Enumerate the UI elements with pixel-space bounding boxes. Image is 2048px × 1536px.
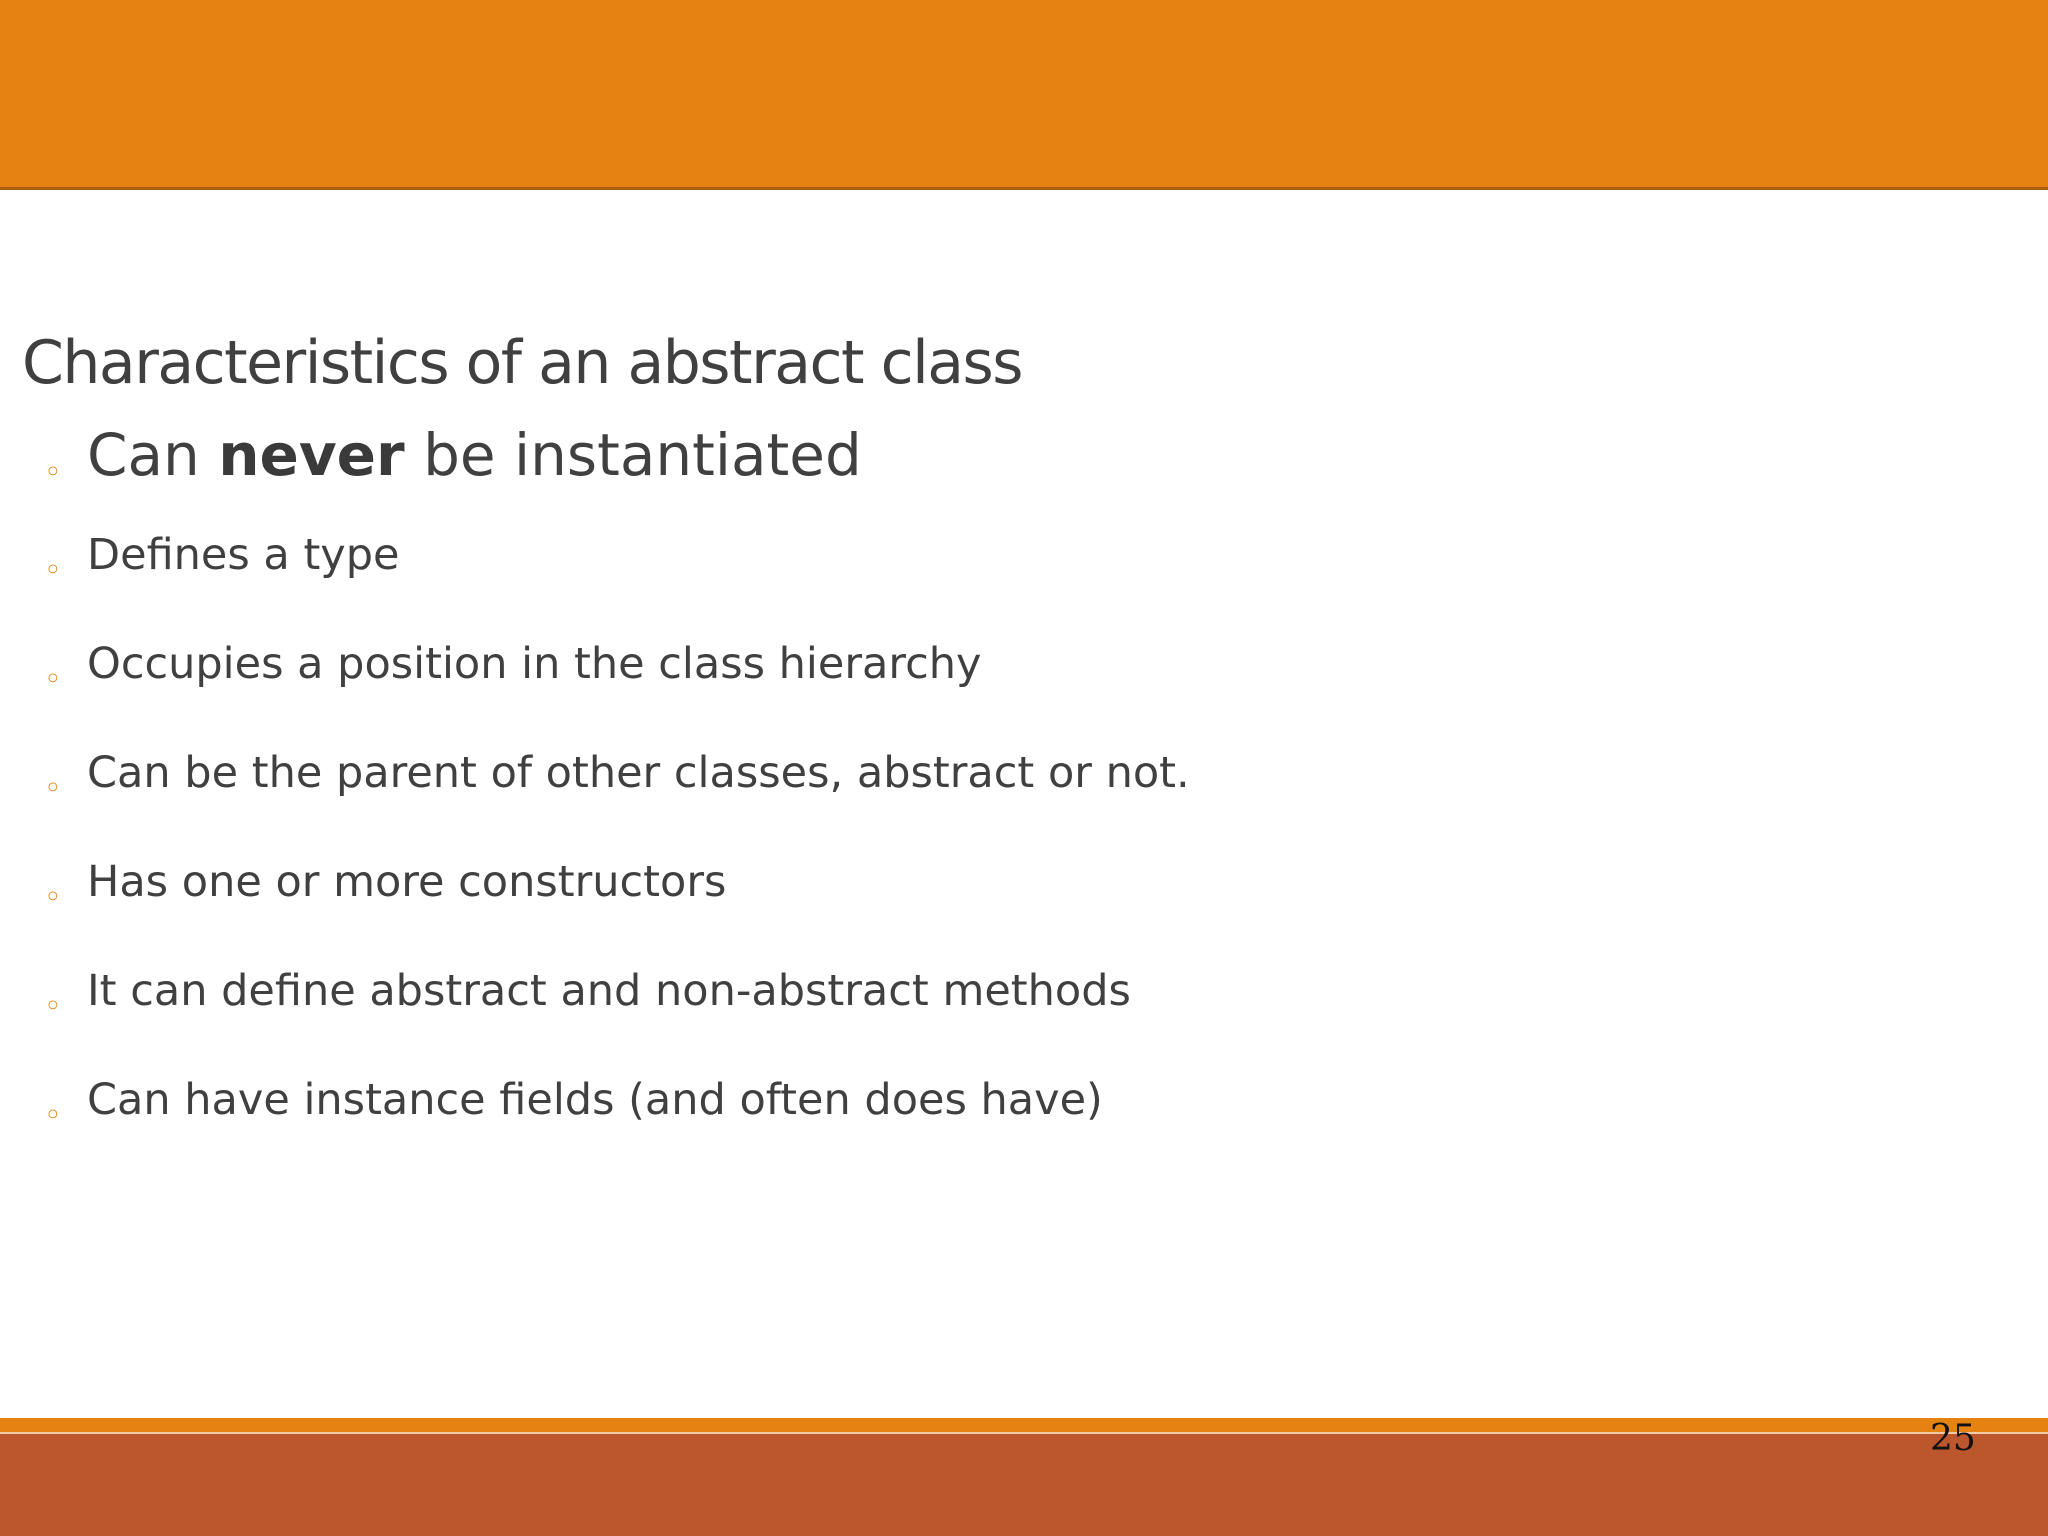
bullet-text: [87, 416, 862, 494]
bullet-marker-icon: ◦: [44, 1098, 62, 1133]
bullet-marker-icon: ◦: [44, 455, 62, 490]
bullet-marker-icon: ◦: [44, 771, 62, 806]
bullet-text-emphasis: never: [218, 421, 405, 489]
footer-accent-stripe: [0, 1418, 2048, 1432]
bullet-text: Defines a type: [87, 530, 400, 580]
footer-band: [0, 1432, 2048, 1536]
bullet-item: [44, 629, 1190, 738]
bullet-text-suffix: be instantiated: [404, 421, 862, 489]
header-band: [0, 0, 2048, 190]
bullet-marker-icon: ◦: [44, 662, 62, 697]
bullet-item: [44, 1065, 1190, 1174]
bullet-item: [44, 956, 1190, 1065]
bullet-item: [44, 847, 1190, 956]
bullet-list: [44, 416, 1190, 1174]
bullet-marker-icon: ◦: [44, 989, 62, 1024]
bullet-text: Can be the parent of other classes, abstract or not.: [87, 748, 1190, 798]
bullet-item: [44, 416, 1190, 520]
page-number: 25: [1930, 1418, 1976, 1459]
bullet-marker-icon: ◦: [44, 880, 62, 915]
bullet-text-prefix: Can: [87, 421, 219, 489]
bullet-item: [44, 520, 1190, 629]
bullet-text: Can have instance fields (and often does have): [87, 1075, 1103, 1125]
bullet-text: Occupies a position in the class hierarchy: [87, 639, 982, 689]
bullet-text: It can define abstract and non-abstract methods: [87, 966, 1131, 1016]
slide-heading: Characteristics of an abstract class: [22, 328, 1023, 398]
bullet-text: Has one or more constructors: [87, 857, 727, 907]
bullet-marker-icon: ◦: [44, 553, 62, 588]
bullet-item: [44, 738, 1190, 847]
